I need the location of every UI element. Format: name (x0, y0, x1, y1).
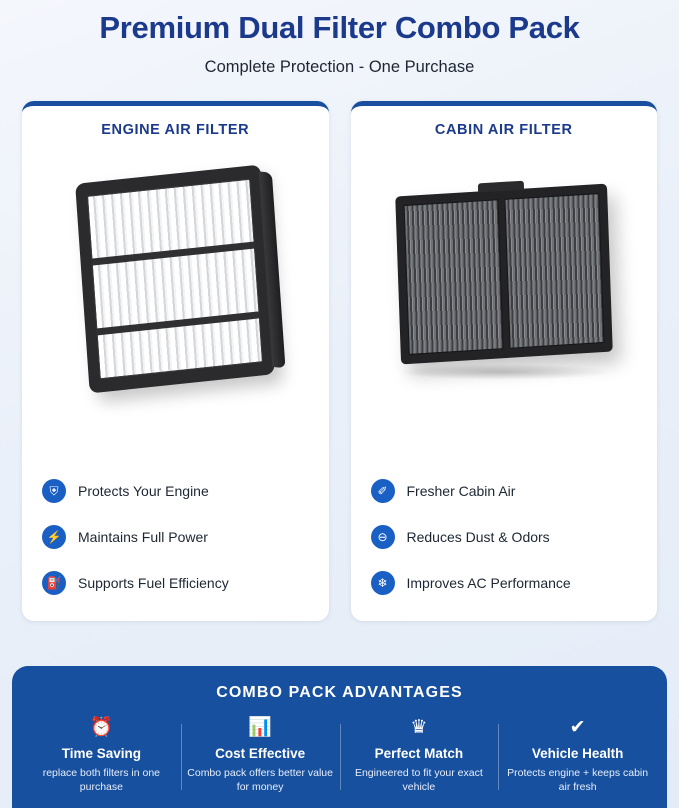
combo-item-title: Perfect Match (374, 745, 464, 761)
cabin-filter-pleats (403, 199, 503, 355)
cabin-air-filter-photo (365, 152, 644, 422)
engine-benefit-list (36, 479, 315, 601)
cabin-filter-tab (478, 180, 524, 192)
shield-check-icon: ✔ (569, 716, 586, 738)
card-title-cabin: CABIN AIR FILTER (434, 121, 573, 138)
engine-filter-side (259, 171, 286, 368)
combo-item (22, 718, 181, 794)
engine-air-filter-photo (36, 152, 315, 422)
combo-item-desc: Protects engine + keeps cabin air fresh (507, 766, 649, 793)
benefit-label: Reduces Dust & Odors (406, 528, 550, 545)
filter-cards (0, 77, 679, 621)
alarm-clock-icon: ⏰ (89, 716, 114, 738)
combo-advantages-banner (12, 666, 667, 808)
engine-filter-illustration (75, 164, 275, 393)
card-title-engine: ENGINE AIR FILTER (101, 121, 250, 138)
combo-item (181, 718, 340, 794)
benefit-label: Improves AC Performance (406, 574, 571, 591)
benefit-item (371, 571, 638, 595)
lightning-bolt-icon: ⚡ (42, 525, 66, 549)
benefit-label: Supports Fuel Efficiency (78, 574, 229, 591)
benefit-label: Fresher Cabin Air (406, 482, 516, 499)
cabin-filter-illustration (395, 183, 613, 364)
combo-item-title: Vehicle Health (531, 745, 624, 761)
cabin-filter-shadow (396, 364, 611, 380)
combo-item (498, 718, 657, 794)
fuel-pump-icon: ⛽ (42, 571, 66, 595)
shield-icon: ⛨ (42, 479, 66, 503)
cabin-benefit-list (365, 479, 644, 601)
cabin-filter-pleats (504, 193, 604, 349)
engine-filter-pleats (87, 178, 263, 379)
benefit-item (42, 571, 309, 595)
snowflake-icon: ❄ (371, 571, 395, 595)
header (0, 0, 679, 77)
card-cabin-air-filter (351, 101, 658, 621)
benefit-item (42, 479, 309, 503)
benefit-item (371, 525, 638, 549)
benefit-label: Maintains Full Power (78, 528, 208, 545)
combo-item (340, 718, 499, 794)
benefit-label: Protects Your Engine (78, 482, 209, 499)
minus-circle-icon: ⊖ (371, 525, 395, 549)
combo-item-title: Cost Effective (215, 745, 306, 761)
page-title: Premium Dual Filter Combo Pack (99, 10, 580, 45)
page-subtitle: Complete Protection - One Purchase (204, 57, 475, 76)
card-engine-air-filter (22, 101, 329, 621)
combo-title: COMBO PACK ADVANTAGES (216, 683, 463, 701)
combo-items (22, 718, 657, 794)
combo-item-desc: Engineered to fit your exact vehicle (354, 766, 483, 793)
combo-item-title: Time Saving (61, 745, 142, 761)
benefit-item (42, 525, 309, 549)
combo-item-desc: replace both filters in one purchase (42, 766, 161, 793)
combo-item-desc: Combo pack offers better value for money (187, 766, 333, 793)
bar-chart-dollar-icon: 📊 (248, 716, 272, 738)
leaf-icon: ✐ (371, 479, 395, 503)
crown-icon: ♛ (410, 716, 428, 738)
benefit-item (371, 479, 638, 503)
